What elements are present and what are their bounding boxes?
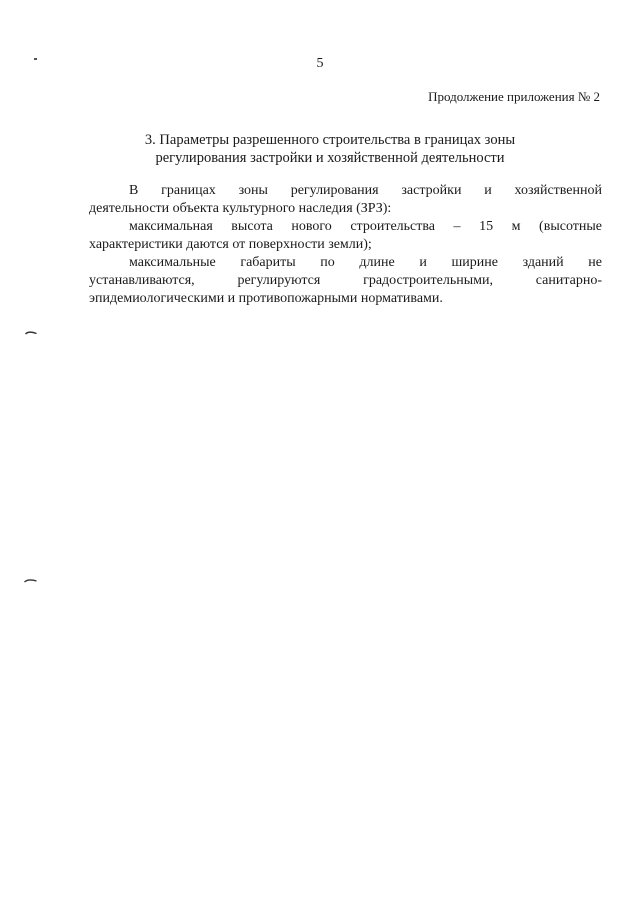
section-title [80,131,580,167]
paragraph-line: максимальная высота нового строительства – 15 м (высотные [129,219,602,234]
paragraph-line: характеристики даются от поверхности земли); [89,237,372,252]
punch-hole-mark-icon [25,330,37,335]
paragraph-line: деятельности объекта культурного наследия (ЗРЗ): [89,201,392,216]
paragraph-line: устанавливаются, регулируются градостроительными, санитарно- [89,273,602,288]
body-text [89,182,602,308]
appendix-continuation-note: Продолжение приложения № 2 [428,89,600,104]
page-number: 5 [316,56,324,71]
section-title-line-1: 3. Параметры разрешенного строительства в границах зоны [144,132,516,148]
paragraph-line: максимальные габариты по длине и ширине зданий не [129,255,602,270]
paragraph-max-height [89,218,602,254]
paragraph-line: эпидемиологическими и противопожарными нормативами. [89,291,443,306]
paragraph-line: В границах зоны регулирования застройки и хозяйственной [129,183,602,198]
paragraph-zone-intro [89,182,602,218]
section-title-line-2: регулирования застройки и хозяйственной деятельности [155,150,505,166]
paragraph-max-dimensions [89,254,602,308]
punch-hole-mark-icon [24,578,36,583]
